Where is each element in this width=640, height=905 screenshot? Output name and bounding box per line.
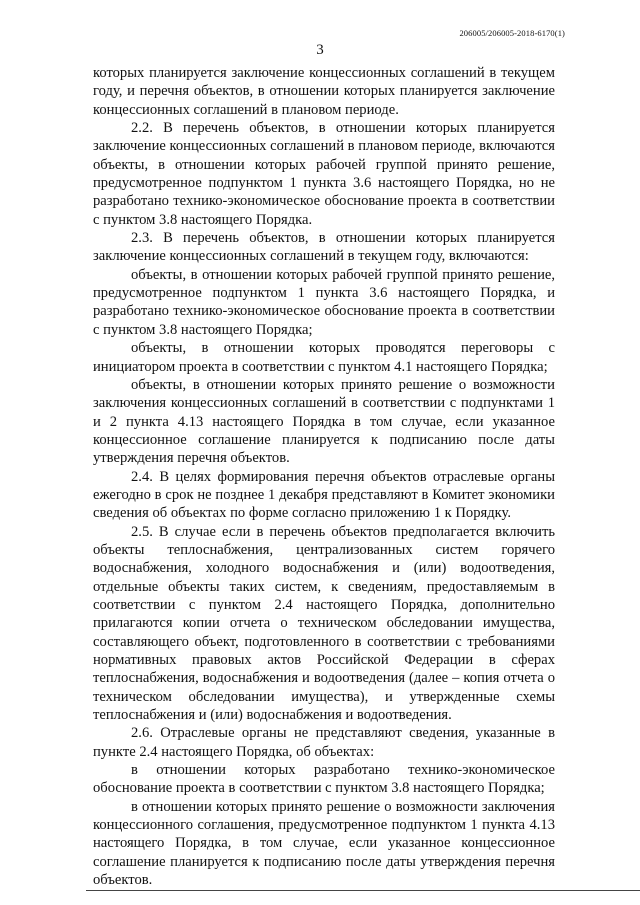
document-body: [93, 64, 555, 889]
page-number: 3: [316, 42, 324, 58]
paragraph-2-2: 2.2. В перечень объектов, в отношении которых планируется заключение концессионных соглашений в плановом периоде, включаются объекты, в отношении которых рабочей группой принято решение, предусмотренное подпунктом 1 пункта 3.6 настоящего Порядка, но не разработано технико-экономическое обоснование проекта в соответствии с пунктом 3.8 настоящего Порядка.: [93, 120, 555, 228]
paragraph-continuation: которых планируется заключение концессионных соглашений в текущем году, и перечня объектов, в отношении которых планируется заключение концессионных соглашений в плановом периоде.: [93, 65, 555, 118]
paragraph-2-6-item-2: в отношении которых принято решение о возможности заключения концессионного соглашения, предусмотренное подпунктом 1 пункта 4.13 настоящего Порядка, в том случае, если указанное концессионное соглашение планируется к подписанию после даты утверждения перечня объектов.: [93, 798, 555, 889]
paragraph-2-4: 2.4. В целях формирования перечня объектов отраслевые органы ежегодно в срок не позднее 1 декабря представляют в Комитет экономики сведения об объектах по форме согласно приложению 1 к Порядку.: [93, 468, 555, 522]
paragraph-2-3: 2.3. В перечень объектов, в отношении которых планируется заключение концессионных соглашений в текущем году, включаются:: [93, 230, 555, 265]
footer-rule: [86, 890, 640, 891]
paragraph-2-3-item-3: объекты, в отношении которых принято решение о возможности заключения концессионных соглашений в соответствии с подпунктами 1 и 2 пункта 4.13 настоящего Порядка в том случае, если указанное концессионное соглашение планируется к подписанию после даты утверждения перечня объектов.: [93, 376, 555, 467]
paragraph-2-3-item-2: объекты, в отношении которых проводятся переговоры с инициатором проекта в соответствии с пунктом 4.1 настоящего Порядка;: [93, 340, 555, 375]
paragraph-2-5: 2.5. В случае если в перечень объектов предполагается включить объекты теплоснабжения, централизованных систем горячего водоснабжения, холодного водоснабжения и (или) водоотведения, отдельные объекты таких систем, к сведениям, предоставляемым в соответствии с пунктом 2.4 настоящего Порядка, дополнительно прилагаются копии отчета о техническом обследовании имущества, составляющего объект, подготовленного в соответствии с требованиями нормативных правовых актов Российской Федерации в сферах теплоснабжения, водоснабжения и водоотведения (далее – копия отчета о техническом обследовании имущества), и утвержденные схемы теплоснабжения и (или) водоснабжения и водоотведения.: [93, 523, 555, 724]
paragraph-2-6-item-1: в отношении которых разработано технико-экономическое обоснование проекта в соответствии с пунктом 3.8 настоящего Порядка;: [93, 762, 555, 797]
paragraph-2-6: 2.6. Отраслевые органы не представляют сведения, указанные в пункте 2.4 настоящего Порядка, об объектах:: [93, 725, 555, 760]
paragraph-2-3-item-1: объекты, в отношении которых рабочей группой принято решение, предусмотренное подпунктом 1 пункта 3.6 настоящего Порядка, и разработано технико-экономическое обоснование проекта в соответствии с пунктом 3.8 настоящего Порядка;: [93, 266, 555, 338]
document-code: 206005/206005-2018-6170(1): [459, 28, 565, 38]
